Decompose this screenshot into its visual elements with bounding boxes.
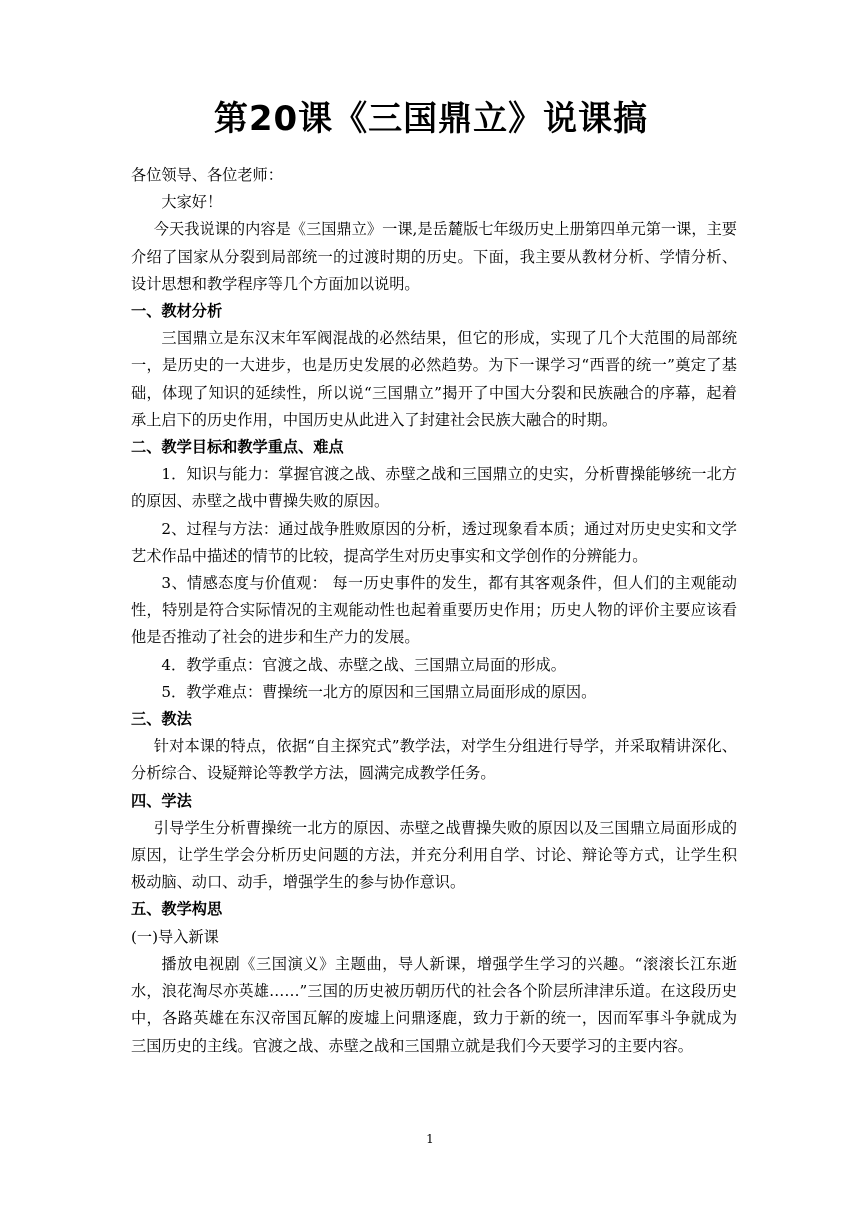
document-title: 第20课《三国鼎立》说课搞 — [213, 99, 649, 139]
textbook-analysis-paragraph: 三国鼎立是东汉末年军阀混战的必然结果，但它的形成，实现了几个大范围的局部统一，是历史的一大进步，也是历史发展的必然趋势。为下一课学习“西晋的统一”奠定了基础，体现了知识的延续性，所以说“三国鼎立”揭开了中国大分裂和民族融合的序幕，起着承上启下的历史作用，中国历史从此进入了封建社会民族大融合的时期。 — [131, 329, 737, 429]
section-heading-teaching-methods: 三、教法 — [131, 710, 192, 729]
goal-item: 2、过程与方法：通过战争胜败原因的分析，透过现象看本质；通过对历史史实和文学艺术作品中描述的情节的比较，提高学生对历史事实和文学创作的分辨能力。 — [131, 519, 737, 565]
section-heading-teaching-goals: 二、教学目标和教学重点、难点 — [131, 438, 344, 457]
section-heading-learning-methods: 四、学法 — [131, 791, 192, 810]
intro-paragraph: 今天我说课的内容是《三国鼎立》一课,是岳麓版七年级历史上册第四单元第一课，主要介绍了国家从分裂到局部统一的过渡时期的历史。下面，我主要从教材分析、学情分析、设计思想和教学程序等几个方面加以说明。 — [131, 220, 737, 293]
greeting: 大家好！ — [161, 193, 223, 212]
subsection-heading-introduction: (一)导入新课 — [131, 927, 219, 946]
goal-item: 3、情感态度与价值观： 每一历史事件的发生，都有其客观条件，但人们的主观能动性，特别是符合实际情况的主观能动性也起着重要历史作用；历史人物的评价主要应该看他是否推动了社会的进步和生产力的发展。 — [131, 574, 737, 647]
goal-item: 5．教学难点：曹操统一北方的原因和三国鼎立局面形成的原因。 — [161, 682, 597, 701]
salutation: 各位领导、各位老师： — [131, 166, 283, 184]
document-body — [131, 162, 737, 1060]
learning-methods-paragraph: 引导学生分析曹操统一北方的原因、赤壁之战曹操失败的原因以及三国鼎立局面形成的原因，让学生学会分析历史问题的方法，并充分利用自学、讨论、辩论等方式，让学生积极动脑、动口、动手，增强学生的参与协作意识。 — [131, 818, 737, 892]
goal-item: 1．知识与能力：掌握官渡之战、赤壁之战和三国鼎立的史实，分析曹操能够统一北方的原因、赤壁之战中曹操失败的原因。 — [131, 465, 737, 511]
goal-item: 4．教学重点：官渡之战、赤壁之战、三国鼎立局面的形成。 — [161, 655, 566, 674]
section-heading-teaching-design: 五、教学构思 — [131, 900, 223, 919]
introduction-paragraph: 播放电视剧《三国演义》主题曲，导人新课，增强学生学习的兴趣。“滚滚长江东逝水，浪花淘尽亦英雄……”三国的历史被历朝历代的社会各个阶层所津津乐道。在这段历史中，各路英雄在东汉帝国瓦解的废墟上问鼎逐鹿，致力于新的统一，因而军事斗争就成为三国历史的主线。官渡之战、赤壁之战和三国鼎立就是我们今天要学习的主要内容。 — [131, 954, 737, 1055]
teaching-methods-paragraph: 针对本课的特点，依据“自主探究式”教学法，对学生分组进行导学，并采取精讲深化、分析综合、设疑辩论等教学方法，圆满完成教学任务。 — [131, 737, 737, 783]
page-number: 1 — [426, 1132, 434, 1146]
section-heading-textbook-analysis: 一、教材分析 — [131, 302, 223, 321]
